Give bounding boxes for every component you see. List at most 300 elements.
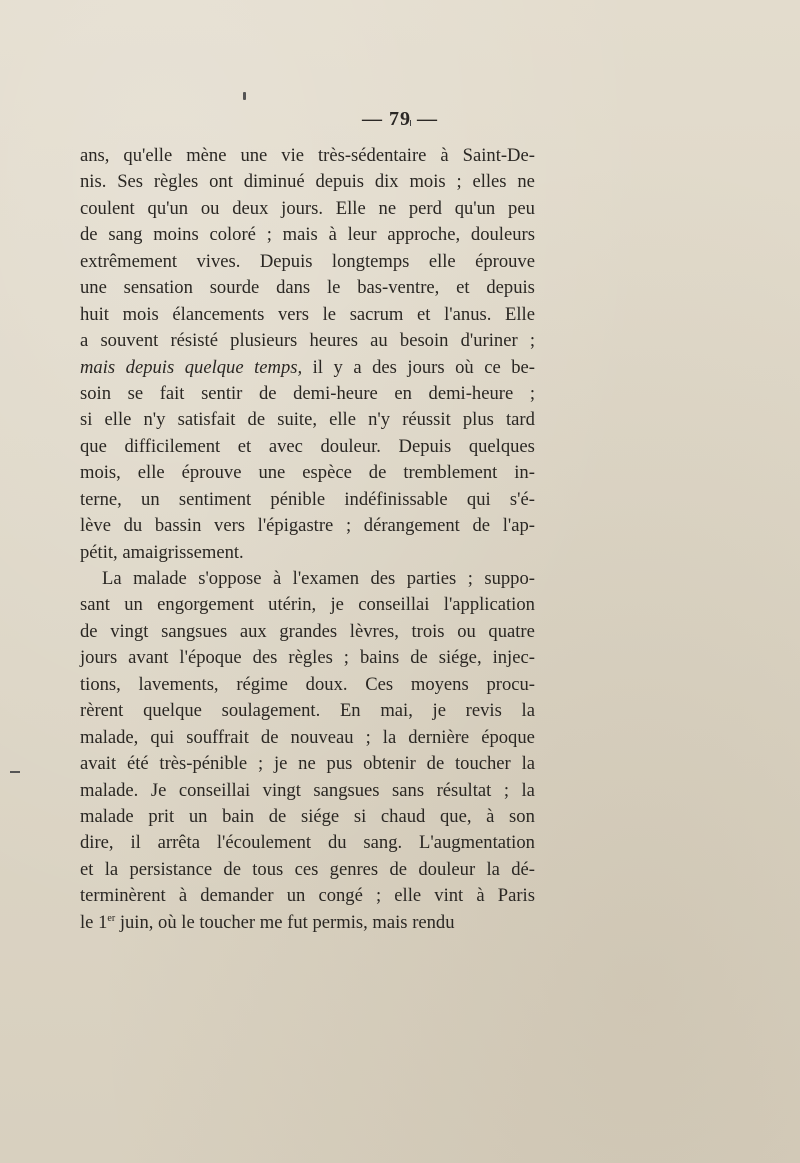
- word: indéfinissable: [344, 488, 448, 510]
- word: aux: [239, 620, 267, 642]
- word: ;: [529, 330, 535, 352]
- word: et: [80, 858, 94, 880]
- word: ;: [529, 382, 535, 404]
- word: soulagement.: [221, 700, 321, 722]
- text-line: [80, 513, 535, 539]
- word: engorgement: [157, 594, 254, 616]
- word: vingt: [110, 620, 149, 642]
- word: s'é-: [509, 488, 535, 510]
- word: élancements: [172, 303, 265, 325]
- word: tremblement: [403, 462, 498, 484]
- word: malade.: [80, 779, 139, 801]
- word: leur: [347, 224, 377, 246]
- word: utérin,: [268, 594, 317, 616]
- word: ou: [457, 620, 476, 642]
- word: éprouve: [181, 462, 242, 484]
- word: des: [370, 568, 396, 589]
- text-line: [80, 196, 535, 222]
- text-line: [80, 857, 535, 883]
- word: ;: [456, 171, 462, 193]
- word: sentiment: [178, 488, 252, 510]
- word: en: [394, 382, 412, 404]
- word: où: [455, 356, 474, 378]
- word: ;: [365, 726, 371, 748]
- word: la: [382, 726, 397, 748]
- text-line: [80, 407, 535, 433]
- word: qu'elle: [123, 145, 173, 166]
- word: à: [328, 224, 337, 246]
- word: chaud: [380, 805, 426, 827]
- word: qui: [466, 488, 491, 510]
- word: douleur: [418, 858, 476, 880]
- word: plusieurs: [230, 330, 298, 352]
- text-line: [80, 725, 535, 751]
- word: elles: [472, 171, 507, 193]
- word: lève: [80, 515, 111, 537]
- word: besoin: [399, 330, 449, 352]
- word: grandes: [279, 620, 338, 642]
- word: Saint-De-: [462, 145, 535, 166]
- word: d'uriner: [460, 330, 518, 352]
- word: deux: [232, 197, 269, 219]
- word: quatre: [488, 620, 535, 642]
- word: bassin: [154, 515, 202, 537]
- word: de: [80, 620, 98, 642]
- word: persistance: [129, 858, 213, 880]
- text-line: [80, 910, 535, 936]
- ink-speck: [243, 92, 246, 100]
- word: demi-heure: [428, 382, 514, 404]
- word: à: [486, 805, 495, 827]
- word: souffrait: [186, 726, 249, 748]
- word: En: [339, 700, 361, 722]
- word: le: [322, 303, 337, 325]
- word: tard: [505, 409, 535, 431]
- word: très-pénible: [159, 753, 248, 775]
- word: satisfait: [177, 409, 236, 431]
- word: demander: [200, 885, 274, 907]
- word: je: [432, 700, 446, 722]
- text-line: [80, 302, 535, 328]
- word: heures: [309, 330, 358, 352]
- word: l'épigastre: [257, 515, 334, 537]
- word: son: [509, 805, 535, 827]
- word: résultat: [436, 779, 492, 801]
- word: sangsues: [161, 620, 228, 642]
- word: sang.: [363, 832, 403, 854]
- word: elle: [329, 409, 356, 431]
- word: sentir: [201, 382, 243, 404]
- word: bains: [359, 647, 400, 669]
- word: il: [312, 356, 323, 378]
- word: de: [472, 515, 491, 537]
- text-line: [80, 169, 535, 195]
- word: le: [80, 911, 94, 933]
- word: de: [410, 647, 428, 669]
- word: je: [330, 594, 344, 616]
- word: vers: [277, 303, 309, 325]
- text-line: [80, 355, 535, 381]
- word: dix: [374, 171, 399, 193]
- word: rendu: [412, 911, 455, 933]
- text-line: [80, 460, 535, 486]
- word: siége,: [438, 647, 482, 669]
- text-line: [80, 434, 535, 460]
- word: permis,: [312, 911, 368, 933]
- word: depuis: [125, 356, 175, 378]
- word: vives.: [196, 250, 241, 272]
- word: conseillai: [178, 779, 251, 801]
- word: ont: [209, 171, 233, 193]
- word: diminué: [243, 171, 305, 193]
- word: à: [272, 568, 282, 589]
- word: a: [80, 330, 89, 352]
- word: approche,: [387, 224, 461, 246]
- word: il: [130, 832, 141, 854]
- word: pénible: [270, 488, 326, 510]
- word: sant: [80, 594, 110, 616]
- word: toucher: [199, 911, 256, 933]
- word: perd: [408, 197, 442, 219]
- word: règles: [153, 171, 199, 193]
- word: mais: [282, 224, 318, 246]
- word: un: [124, 594, 143, 616]
- word: avec: [268, 435, 303, 457]
- margin-dash: [10, 771, 20, 773]
- word: elle: [394, 885, 422, 907]
- word: époque: [481, 726, 535, 748]
- word: pus: [326, 753, 353, 775]
- word: des: [252, 647, 278, 669]
- word: vie: [281, 145, 305, 166]
- word: de: [247, 409, 266, 431]
- word: si: [80, 409, 93, 431]
- word: sangsues: [313, 779, 380, 801]
- word: à: [440, 145, 449, 166]
- word: me: [259, 911, 283, 933]
- word: ;: [375, 885, 382, 907]
- word: malade,: [80, 726, 139, 748]
- word: quelques: [468, 435, 535, 457]
- word: à: [476, 885, 485, 907]
- text-line: [80, 487, 535, 513]
- word: L'augmentation: [419, 832, 535, 854]
- word: quelque: [143, 700, 202, 722]
- word: où: [158, 911, 177, 933]
- word: l'application: [443, 594, 535, 616]
- word: extrêmement: [80, 250, 178, 272]
- word: pétit,: [80, 541, 118, 563]
- text-line: [80, 222, 535, 248]
- word: de: [268, 805, 287, 827]
- word: Je: [150, 779, 167, 801]
- word: elle: [428, 250, 456, 272]
- word: réussit: [402, 409, 451, 431]
- word: 1er: [98, 911, 116, 933]
- word: mois: [122, 303, 159, 325]
- word: doux.: [305, 673, 348, 695]
- word: résisté: [170, 330, 218, 352]
- word: la: [104, 858, 119, 880]
- word: elle: [137, 462, 165, 484]
- word: l'anus.: [444, 303, 492, 325]
- word: de: [258, 382, 277, 404]
- body-text: [80, 143, 535, 936]
- word: Elle: [335, 197, 366, 219]
- word: rèrent: [80, 700, 124, 722]
- word: ;: [343, 647, 349, 669]
- word: ;: [467, 568, 473, 589]
- word: lèvres,: [349, 620, 399, 642]
- paragraph: [80, 566, 535, 936]
- word: de: [426, 753, 445, 775]
- word: depuis: [486, 277, 535, 299]
- word: difficilement: [124, 435, 221, 457]
- word: Depuis: [259, 250, 313, 272]
- word: prit: [148, 805, 175, 827]
- word: terminèrent: [80, 885, 166, 907]
- word: ne: [378, 197, 397, 219]
- paragraph: [80, 143, 535, 566]
- word: mène: [186, 145, 227, 166]
- word: un: [286, 885, 306, 907]
- word: sourde: [209, 277, 260, 299]
- word: peu: [508, 197, 535, 219]
- word: nis.: [80, 171, 107, 193]
- word: tions,: [80, 673, 121, 695]
- word: n'y: [143, 409, 166, 431]
- word: tous: [252, 858, 284, 880]
- word: quelque: [184, 356, 244, 378]
- word: jours: [80, 647, 118, 669]
- word: procu-: [486, 673, 535, 695]
- word: un: [188, 805, 208, 827]
- word: à: [178, 885, 188, 907]
- word: sacrum: [349, 303, 404, 325]
- word: ou: [200, 197, 220, 219]
- word: Ses: [117, 171, 144, 193]
- word: be-: [511, 356, 535, 378]
- word: la: [521, 779, 535, 801]
- text-line: [80, 540, 535, 566]
- word: qu'un: [454, 197, 496, 219]
- word: espèce: [302, 462, 352, 484]
- word: nouveau: [290, 726, 354, 748]
- word: ne: [517, 171, 535, 193]
- word: ces: [294, 858, 319, 880]
- word: moyens: [410, 673, 469, 695]
- word: sensation: [123, 277, 193, 299]
- word: sans: [392, 779, 425, 801]
- word: au: [370, 330, 388, 352]
- word: ;: [503, 779, 509, 801]
- word: elle: [104, 409, 132, 431]
- word: Depuis: [398, 435, 452, 457]
- word: bas-ventre,: [357, 277, 440, 299]
- word: si: [353, 805, 367, 827]
- word: y: [333, 356, 343, 378]
- word: régime: [236, 673, 288, 695]
- word: amaigrissement.: [122, 541, 244, 563]
- word: moins: [153, 224, 199, 246]
- word: coulent: [80, 197, 135, 219]
- text-line: [80, 672, 535, 698]
- word: in-: [514, 462, 535, 484]
- text-line: [80, 619, 535, 645]
- word: de: [80, 224, 98, 246]
- text-line: [80, 804, 535, 830]
- word: longtemps: [331, 250, 410, 272]
- word: genres: [329, 858, 379, 880]
- word: arrêta: [157, 832, 200, 854]
- word: mois: [409, 171, 446, 193]
- word: souvent: [100, 330, 159, 352]
- word: ;: [345, 515, 352, 537]
- word: dé-: [511, 858, 535, 880]
- word: et: [237, 435, 252, 457]
- word: mais: [372, 911, 408, 933]
- word: obtenir: [363, 753, 416, 775]
- word: conseillai: [358, 594, 430, 616]
- word: éprouve: [475, 250, 535, 272]
- word: que: [80, 435, 107, 457]
- word: coloré: [209, 224, 256, 246]
- text-line: [80, 830, 535, 856]
- word: huit: [80, 303, 109, 325]
- word: été: [126, 753, 149, 775]
- word: malade: [80, 805, 134, 827]
- word: de: [368, 462, 387, 484]
- text-line: [80, 883, 535, 909]
- word: un: [141, 488, 160, 510]
- text-line: [80, 381, 535, 407]
- word: dans: [276, 277, 311, 299]
- word: soin: [80, 382, 111, 404]
- word: et: [456, 277, 470, 299]
- text-line: [80, 751, 535, 777]
- word: trois: [411, 620, 445, 642]
- word: Paris: [497, 885, 535, 907]
- text-line: [80, 275, 535, 301]
- text-line: [80, 778, 535, 804]
- word: qu'un: [147, 197, 189, 219]
- word: ne: [298, 753, 316, 775]
- word: parties: [406, 568, 457, 589]
- word: plus: [462, 409, 494, 431]
- word: siége: [300, 805, 340, 827]
- word: je: [273, 753, 288, 775]
- word: l'écoulement: [216, 832, 312, 854]
- word: revis: [465, 700, 502, 722]
- word: la: [486, 858, 500, 880]
- word: mois,: [80, 462, 121, 484]
- word: vint: [434, 885, 464, 907]
- word: dernière: [408, 726, 470, 748]
- word: règles: [288, 647, 333, 669]
- word: du: [327, 832, 347, 854]
- word: vers: [214, 515, 245, 537]
- word: une: [80, 277, 107, 299]
- word: la: [521, 700, 535, 722]
- word: le: [181, 911, 195, 933]
- word: et: [417, 303, 431, 325]
- word: toucher: [455, 753, 511, 775]
- word: se: [127, 382, 144, 404]
- word: fut: [287, 911, 308, 933]
- word: lavements,: [138, 673, 219, 695]
- word: injec-: [492, 647, 535, 669]
- word: suppo-: [484, 568, 535, 589]
- word: très-sédentaire: [318, 145, 427, 166]
- word: fait: [159, 382, 185, 404]
- word: terne,: [80, 488, 122, 510]
- word: La: [102, 568, 122, 589]
- word: des: [372, 356, 397, 378]
- word: le: [326, 277, 341, 299]
- word: Ces: [365, 673, 394, 695]
- word: de: [260, 726, 279, 748]
- text-line: [80, 592, 535, 618]
- text-line: [80, 328, 535, 354]
- word: que,: [439, 805, 472, 827]
- word: dérangement: [363, 515, 460, 537]
- word: la: [521, 753, 535, 775]
- word: congé: [318, 885, 363, 907]
- word: vingt: [262, 779, 301, 801]
- word: malade: [133, 568, 187, 589]
- word: mais: [80, 356, 116, 378]
- word: avant: [128, 647, 169, 669]
- word: a: [353, 356, 362, 378]
- word: douleur.: [320, 435, 381, 457]
- word: jours.: [281, 197, 323, 219]
- page-number: — 79 —: [362, 108, 438, 130]
- word: bain: [222, 805, 255, 827]
- word: mai,: [380, 700, 413, 722]
- word: ans,: [80, 145, 110, 166]
- text-line: [80, 566, 535, 592]
- word: du: [123, 515, 143, 537]
- word: une: [240, 145, 268, 166]
- word: temps,: [254, 356, 303, 378]
- word: douleurs: [470, 224, 535, 246]
- word: n'y: [368, 409, 391, 431]
- word: depuis: [315, 171, 365, 193]
- word: avait: [80, 753, 117, 775]
- word: dire,: [80, 832, 114, 854]
- word: de: [223, 858, 241, 880]
- word: jours: [407, 356, 445, 378]
- word: l'examen: [292, 568, 359, 589]
- word: une: [258, 462, 286, 484]
- text-line: [80, 249, 535, 275]
- word: suite,: [277, 409, 318, 431]
- word: ce: [484, 356, 501, 378]
- text-line: [80, 645, 535, 671]
- page-header: [0, 108, 800, 131]
- word: s'oppose: [198, 568, 262, 589]
- word: l'ap-: [502, 515, 535, 537]
- word: qui: [150, 726, 175, 748]
- word: ;: [257, 753, 264, 775]
- text-line: [80, 143, 535, 169]
- word: l'époque: [179, 647, 242, 669]
- text-line: [80, 698, 535, 724]
- word: juin,: [119, 911, 154, 933]
- word: Elle: [505, 303, 535, 325]
- word: demi-heure: [293, 382, 378, 404]
- word: sang: [108, 224, 143, 246]
